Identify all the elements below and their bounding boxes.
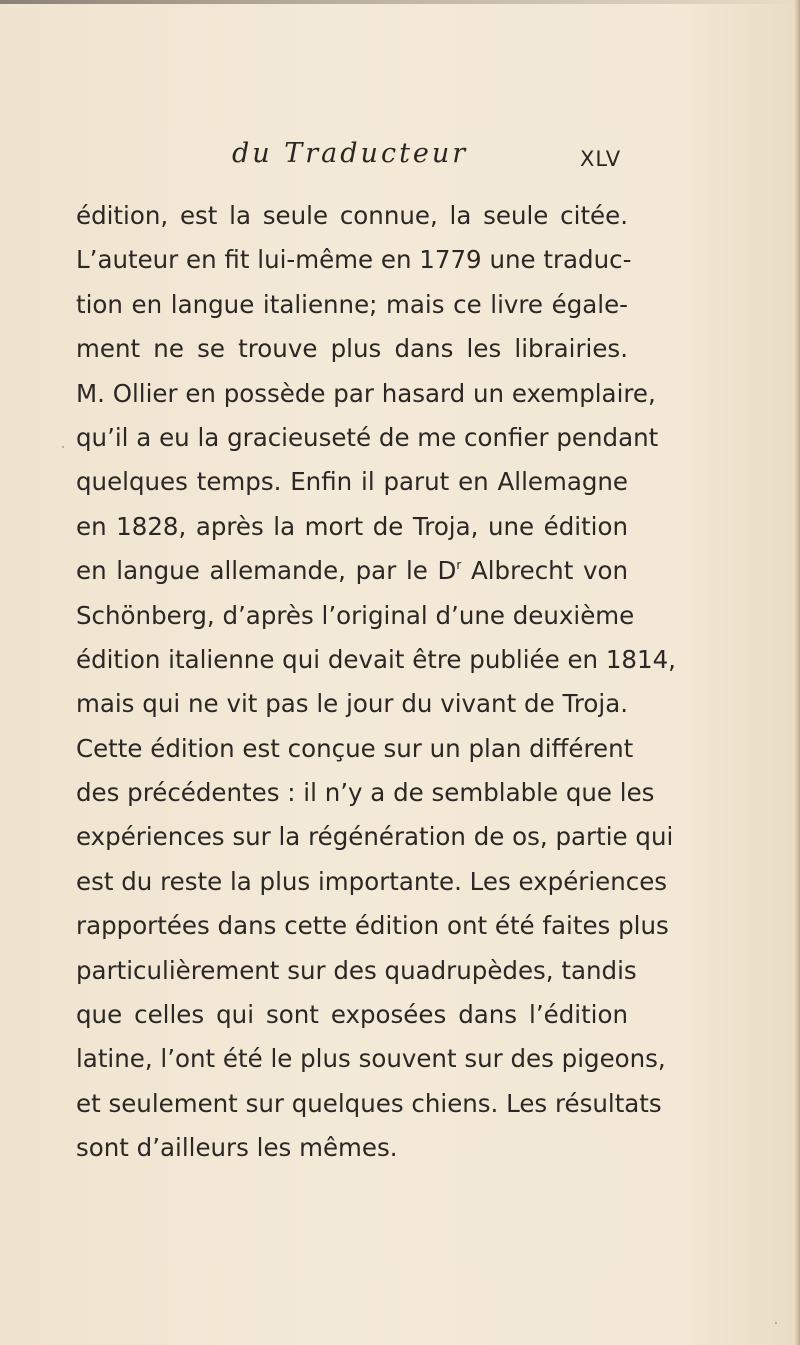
page-number: XLV bbox=[580, 147, 622, 171]
text-line: rapportées dans cette édition ont été faites plus bbox=[76, 911, 669, 941]
page-header bbox=[0, 138, 800, 178]
text-segment: Albrecht von bbox=[461, 556, 628, 586]
text-line: tion en langue italienne; mais ce livre égale- bbox=[76, 289, 628, 319]
text-line: en 1828, après la mort de Troja, une édition bbox=[76, 511, 628, 541]
text-line: Cette édition est conçue sur un plan différent bbox=[76, 733, 634, 763]
top-edge-rule bbox=[0, 0, 800, 4]
paper-speck bbox=[62, 446, 64, 448]
text-line: latine, l’ont été le plus souvent sur des pigeons, bbox=[76, 1044, 666, 1074]
text-line: ment ne se trouve plus dans les librairies. bbox=[76, 334, 628, 364]
body-text bbox=[76, 194, 676, 1171]
superscript: r bbox=[456, 558, 462, 573]
text-line-with-superscript bbox=[76, 549, 628, 593]
text-line: édition italienne qui devait être publiée en 1814, bbox=[76, 644, 676, 674]
running-title: du Traducteur bbox=[232, 138, 469, 169]
text-line: mais qui ne vit pas le jour du vivant de Troja. bbox=[76, 689, 628, 719]
text-line: est du reste la plus importante. Les expériences bbox=[76, 866, 668, 896]
text-line: quelques temps. Enfin il parut en Allemagne bbox=[76, 467, 628, 497]
paper-speck bbox=[775, 1322, 777, 1324]
text-line: des précédentes : il n’y a de semblable que les bbox=[76, 778, 655, 808]
text-line: que celles qui sont exposées dans l’édition bbox=[76, 1000, 628, 1030]
text-line: L’auteur en fit lui-même en 1779 une traduc- bbox=[76, 245, 632, 275]
text-line: édition, est la seule connue, la seule citée. bbox=[76, 201, 628, 230]
text-line: et seulement sur quelques chiens. Les résultats bbox=[76, 1088, 662, 1118]
text-line: particulièrement sur des quadrupèdes, tandis bbox=[76, 955, 637, 985]
text-line: M. Ollier en possède par hasard un exemplaire, bbox=[76, 378, 656, 408]
text-segment: en langue allemande, par le D bbox=[76, 556, 457, 586]
text-line: expériences sur la régénération de os, partie qui bbox=[76, 822, 674, 852]
page-right-edge bbox=[794, 0, 800, 1345]
text-line: qu’il a eu la gracieuseté de me confier pendant bbox=[76, 422, 659, 452]
text-line: Schönberg, d’après l’original d’une deuxième bbox=[76, 600, 635, 630]
text-line: sont d’ailleurs les mêmes. bbox=[76, 1133, 398, 1163]
